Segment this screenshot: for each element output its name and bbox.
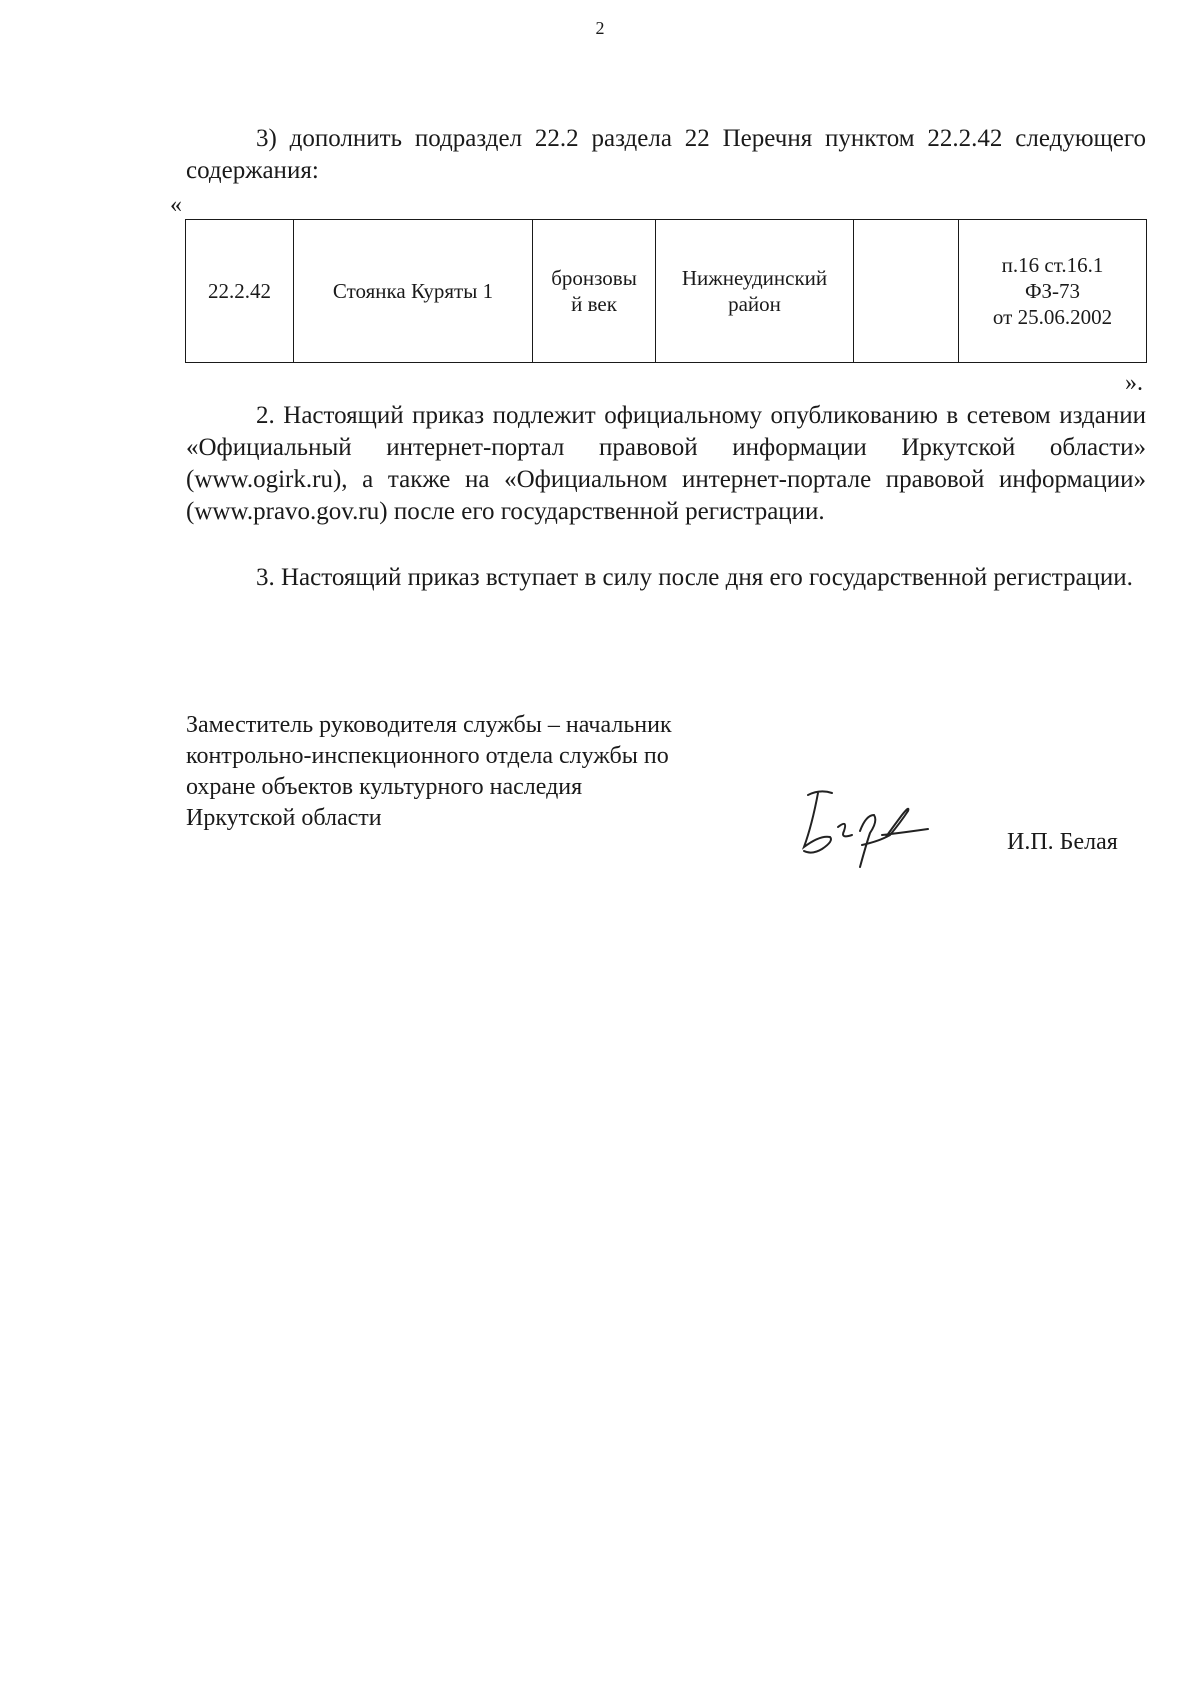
item-3b-text: 3. Настоящий приказ вступает в силу после дня его государственной регистрации. xyxy=(256,564,1133,591)
page-number: 2 xyxy=(595,18,605,38)
inserted-item-table xyxy=(185,219,1147,363)
table-row xyxy=(186,220,1147,363)
signatory-title: Заместитель руководителя службы – начальник контрольно-инспекционного отдела службы по охране объектов культурного наследия Иркутской области xyxy=(186,712,672,831)
item-3b-paragraph xyxy=(186,562,1146,594)
legal-basis-cell: п.16 ст.16.1 ФЗ-73 от 25.06.2002 xyxy=(959,220,1147,363)
closing-quote: ». xyxy=(1125,370,1143,396)
item-number-cell: 22.2.42 xyxy=(186,220,294,363)
item-2-text: 2. Настоящий приказ подлежит официальному опубликованию в сетевом издании «Официальный интернет-портал правовой информации Иркутской области» (www.ogirk.ru), а также на «Официальном интернет-портале правовой информации» (www.pravo.gov.ru) после его государственной регистрации. xyxy=(186,402,1146,525)
item-3-paragraph xyxy=(186,123,1146,187)
opening-quote: « xyxy=(170,192,182,218)
signer-name: И.П. Белая xyxy=(1007,829,1118,855)
empty-cell xyxy=(854,220,959,363)
item-2-paragraph xyxy=(186,400,1146,528)
object-name-cell: Стоянка Куряты 1 xyxy=(294,220,533,363)
location-cell: Нижнеудинский район xyxy=(656,220,854,363)
item-3-text: 3) дополнить подраздел 22.2 раздела 22 Перечня пунктом 22.2.42 следующего содержания: xyxy=(186,125,1146,184)
dating-cell: бронзовы й век xyxy=(533,220,656,363)
handwritten-signature-icon xyxy=(790,775,940,875)
